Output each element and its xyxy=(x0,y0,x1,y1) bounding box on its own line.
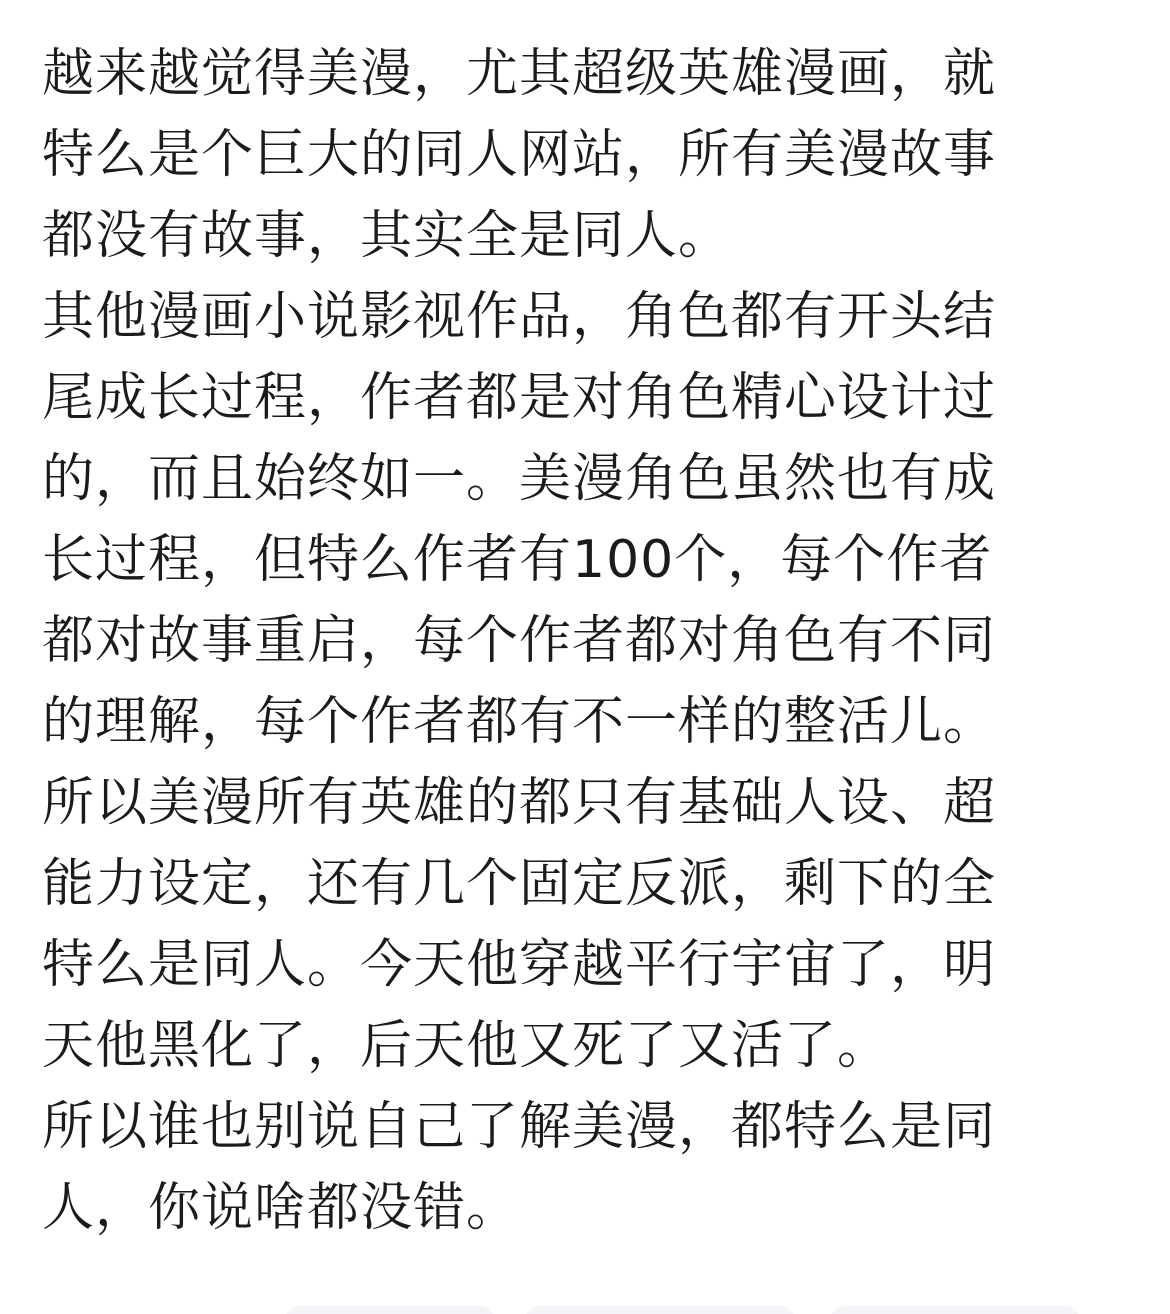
post-text-line: 能力设定，还有几个固定反派，剩下的全 xyxy=(42,854,997,914)
post-text-line: 特么是同人。今天他穿越平行宇宙了，明 xyxy=(42,935,997,995)
post-text-line: 所以美漫所有英雄的都只有基础人设、超 xyxy=(42,773,997,833)
post-text-line: 尾成长过程，作者都是对角色精心设计过 xyxy=(42,368,997,428)
bottom-action-bar xyxy=(0,1300,1170,1314)
post-text-line: 人，你说啥都没错。 xyxy=(42,1178,520,1238)
post-text-line: 长过程，但特么作者有100个，每个作者 xyxy=(42,530,993,590)
action-pill[interactable] xyxy=(285,1306,495,1314)
action-pill[interactable] xyxy=(525,1306,795,1314)
post-text-line: 都对故事重启，每个作者都对角色有不同 xyxy=(42,611,997,671)
post-text-line: 都没有故事，其实全是同人。 xyxy=(42,206,732,266)
post-text-line: 特么是个巨大的同人网站，所有美漫故事 xyxy=(42,125,997,185)
post-text-line: 的理解，每个作者都有不一样的整活儿。 xyxy=(42,692,997,752)
post-text-line: 其他漫画小说影视作品，角色都有开头结 xyxy=(42,287,997,347)
action-pill[interactable] xyxy=(830,1306,1080,1314)
post-text-line: 天他黑化了，后天他又死了又活了。 xyxy=(42,1016,891,1076)
post-text-line: 所以谁也别说自己了解美漫，都特么是同 xyxy=(42,1097,997,1157)
post-content xyxy=(42,34,1132,1249)
post-text-line: 的，而且始终如一。美漫角色虽然也有成 xyxy=(42,449,997,509)
post-text-line: 越来越觉得美漫，尤其超级英雄漫画，就 xyxy=(42,44,997,104)
